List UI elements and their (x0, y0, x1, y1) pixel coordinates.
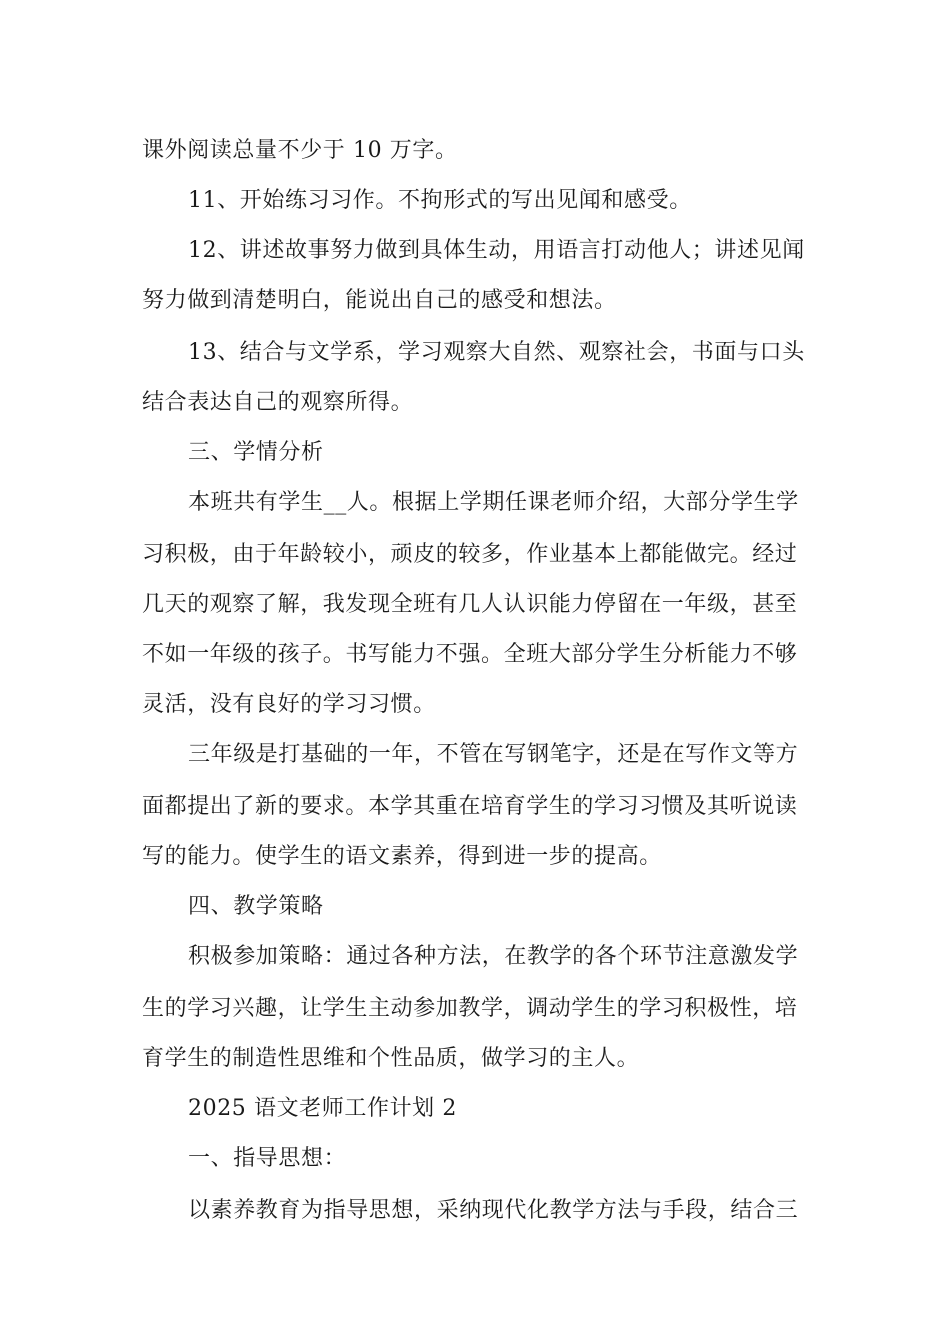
body-line-3: 12、讲述故事努力做到具体生动，用语言打动他人；讲述见闻 (188, 238, 805, 263)
body-line-8: 本班共有学生__人。根据上学期任课老师介绍，大部分学生学 (188, 490, 799, 515)
body-line-4: 努力做到清楚明白，能说出自己的感受和想法。 (142, 288, 617, 313)
body-line-6: 结合表达自己的观察所得。 (142, 390, 414, 415)
body-line-10: 几天的观察了解，我发现全班有几人认识能力停留在一年级，甚至 (142, 592, 798, 617)
section-heading-1: 一、指导思想： (188, 1146, 347, 1171)
body-line-5: 13、结合与文学系，学习观察大自然、观察社会，书面与口头 (188, 340, 805, 365)
body-line-14: 面都提出了新的要求。本学其重在培育学生的学习习惯及其听说读 (142, 794, 798, 819)
body-line-11: 不如一年级的孩子。书写能力不强。全班大部分学生分析能力不够 (142, 642, 798, 667)
body-line-18: 生的学习兴趣，让学生主动参加教学，调动学生的学习积极性，培 (142, 996, 798, 1021)
body-line-19: 育学生的制造性思维和个性品质，做学习的主人。 (142, 1046, 640, 1071)
body-line-17: 积极参加策略：通过各种方法，在教学的各个环节注意激发学 (188, 944, 799, 969)
body-line-15: 写的能力。使学生的语文素养，得到进一步的提高。 (142, 844, 662, 869)
section-heading-3: 三、学情分析 (188, 440, 324, 465)
body-line-22: 以素养教育为指导思想，采纳现代化教学方法与手段，结合三 (188, 1198, 799, 1223)
body-line-2: 11、开始练习习作。不拘形式的写出见闻和感受。 (188, 188, 692, 213)
subtitle-plan-2: 2025 语文老师工作计划 2 (188, 1096, 457, 1121)
body-line-1: 课外阅读总量不少于 10 万字。 (142, 138, 458, 163)
body-line-12: 灵活，没有良好的学习习惯。 (142, 692, 436, 717)
section-heading-4: 四、教学策略 (188, 894, 324, 919)
body-line-9: 习积极，由于年龄较小，顽皮的较多，作业基本上都能做完。经过 (142, 542, 798, 567)
body-line-13: 三年级是打基础的一年，不管在写钢笔字，还是在写作文等方 (188, 742, 799, 767)
